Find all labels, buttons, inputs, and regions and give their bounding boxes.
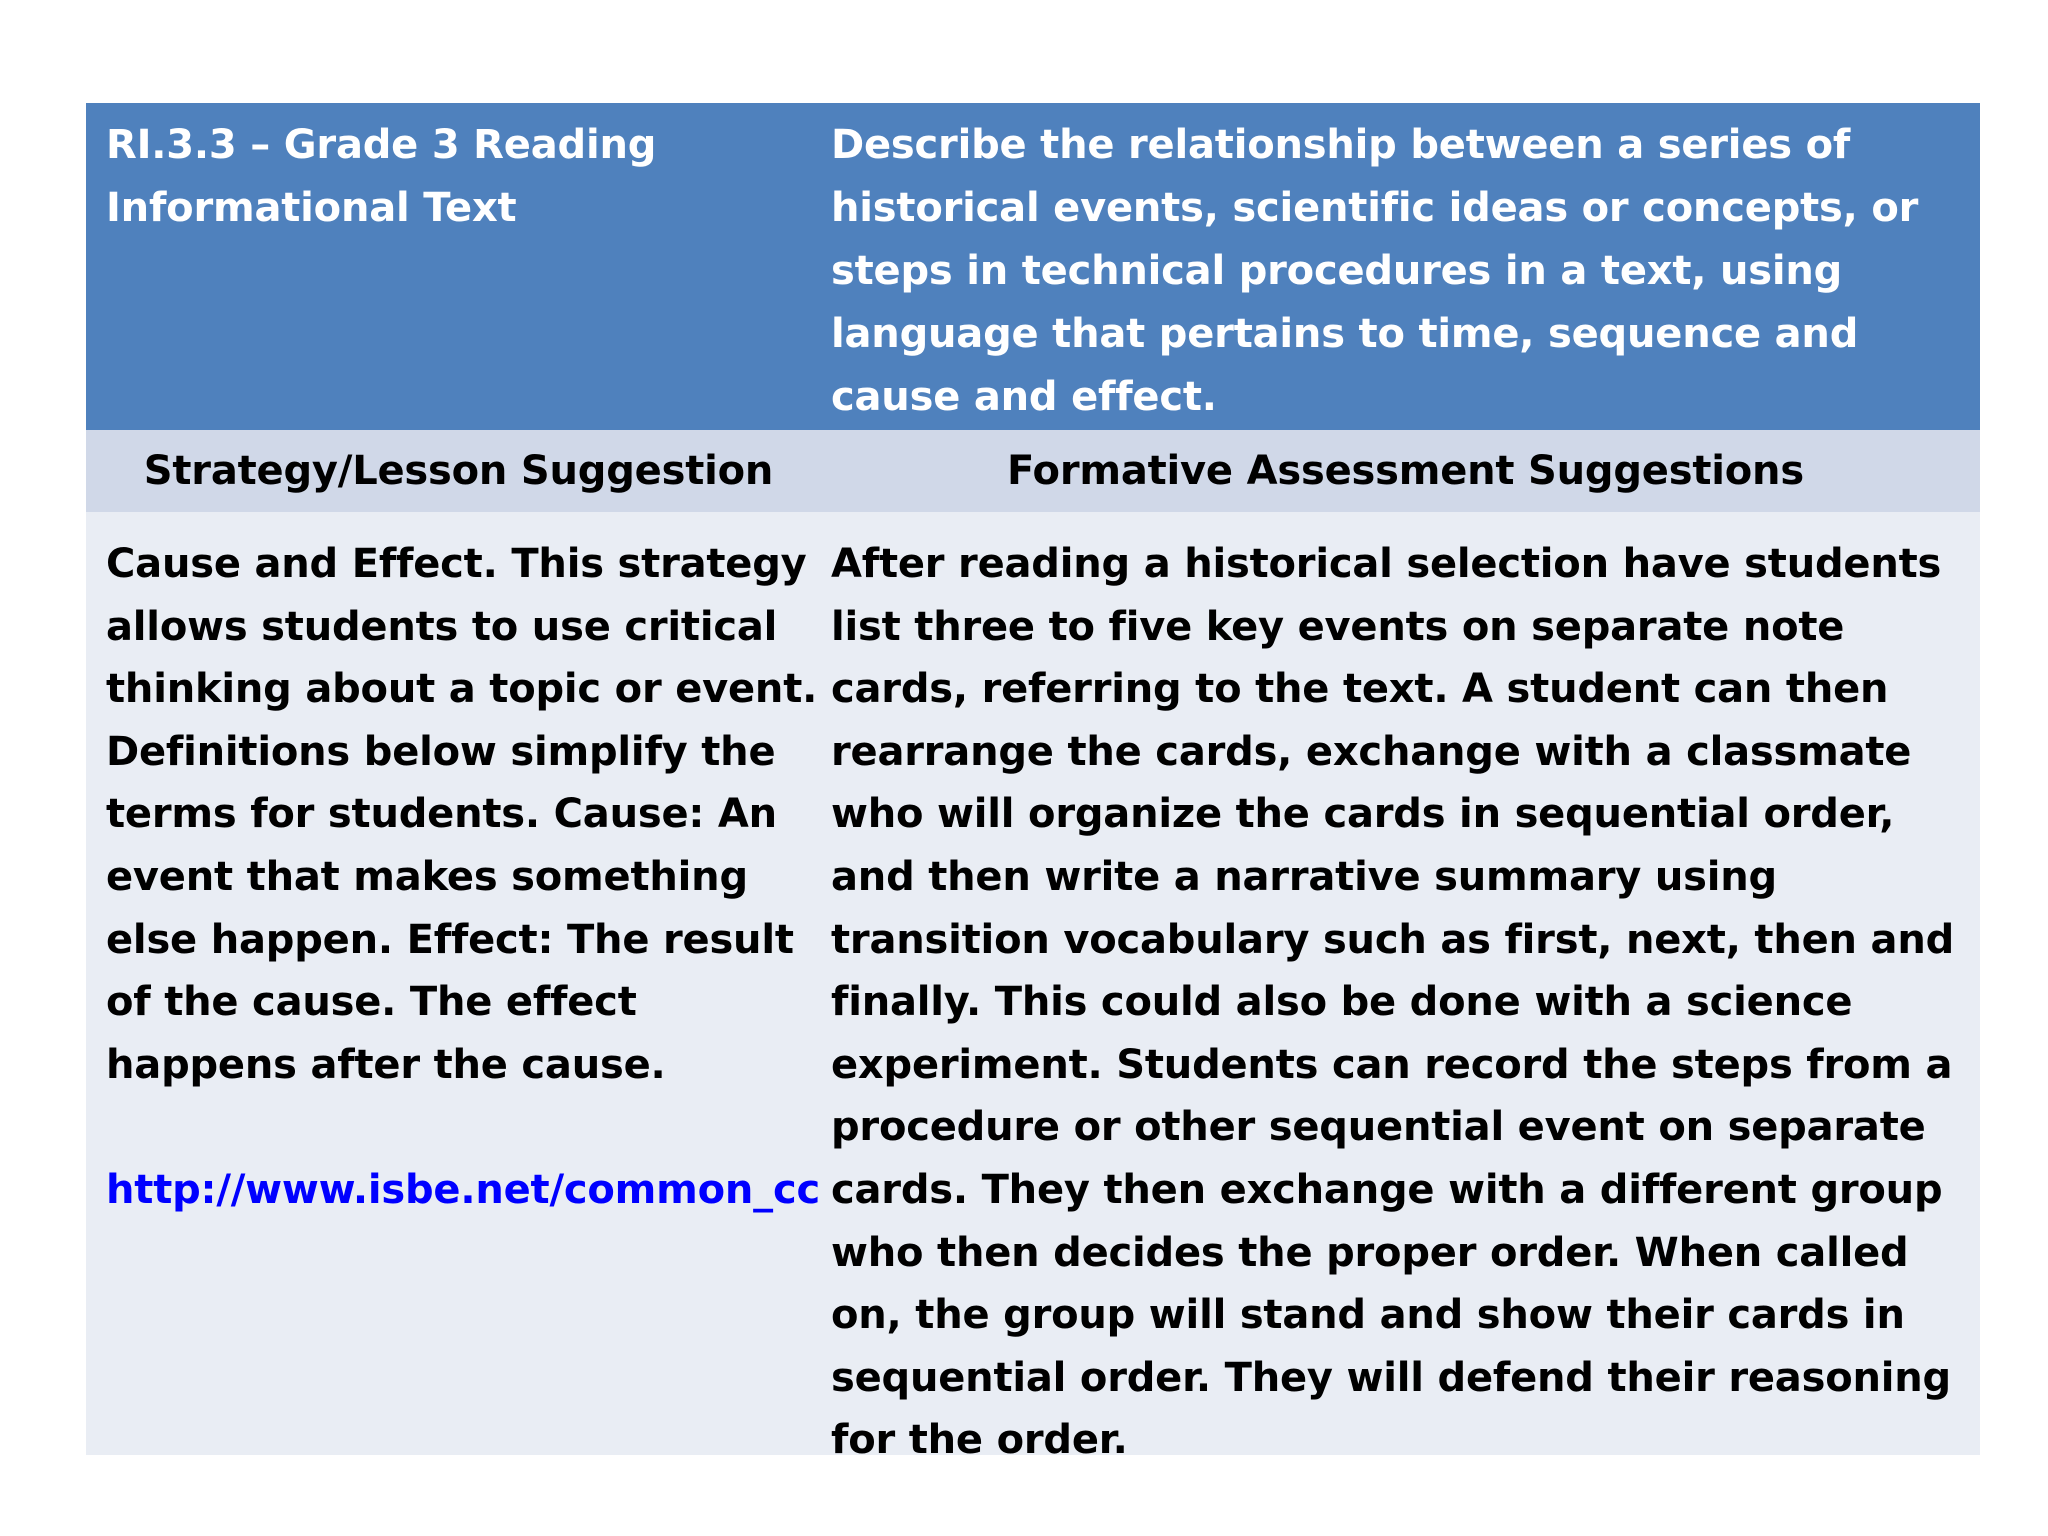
strategy-link[interactable]: http://www.isbe.net/common_cc (106, 1166, 821, 1213)
strategy-cell (86, 512, 831, 1455)
strategy-text: Cause and Effect. This strategy allows students to use critical thinking about a topic or event. Definitions below simplify the terms for students. Cause: An event that makes something else happen. Effect: The result of the cause. The effect happens after the cause. (106, 541, 818, 1088)
standards-table (86, 103, 1980, 1464)
assessment-column-heading: Formative Assessment Suggestions (1007, 448, 1804, 494)
standard-code: RI.3.3 – Grade 3 Reading Informational Text (106, 122, 657, 231)
assessment-cell (831, 512, 1980, 1464)
table-header-row (86, 103, 1980, 430)
assessment-text: After reading a historical selection have students list three to five key events on separate note cards, referring to the text. A student can then rearrange the cards, exchange with a classmate who will organize the cards in sequential order, and then write a narrative summary using transition vocabulary such as first, next, then and finally. This could also be done with a science experiment. Students can record the steps from a procedure or other sequential event on separate cards. They then exchange with a different group who then decides the proper order. When called on, the group will stand and show their cards in sequential order. They will defend their reasoning for the order. (831, 541, 1955, 1464)
standard-description: Describe the relationship between a series of historical events, scientific ideas or concepts, or steps in technical procedures in a text, using language that pertains to time, sequence and cause and effect. (831, 122, 1919, 420)
table-body-row (86, 512, 1980, 1464)
table-subheader-row (86, 430, 1980, 512)
strategy-column-heading: Strategy/Lesson Suggestion (143, 448, 774, 494)
